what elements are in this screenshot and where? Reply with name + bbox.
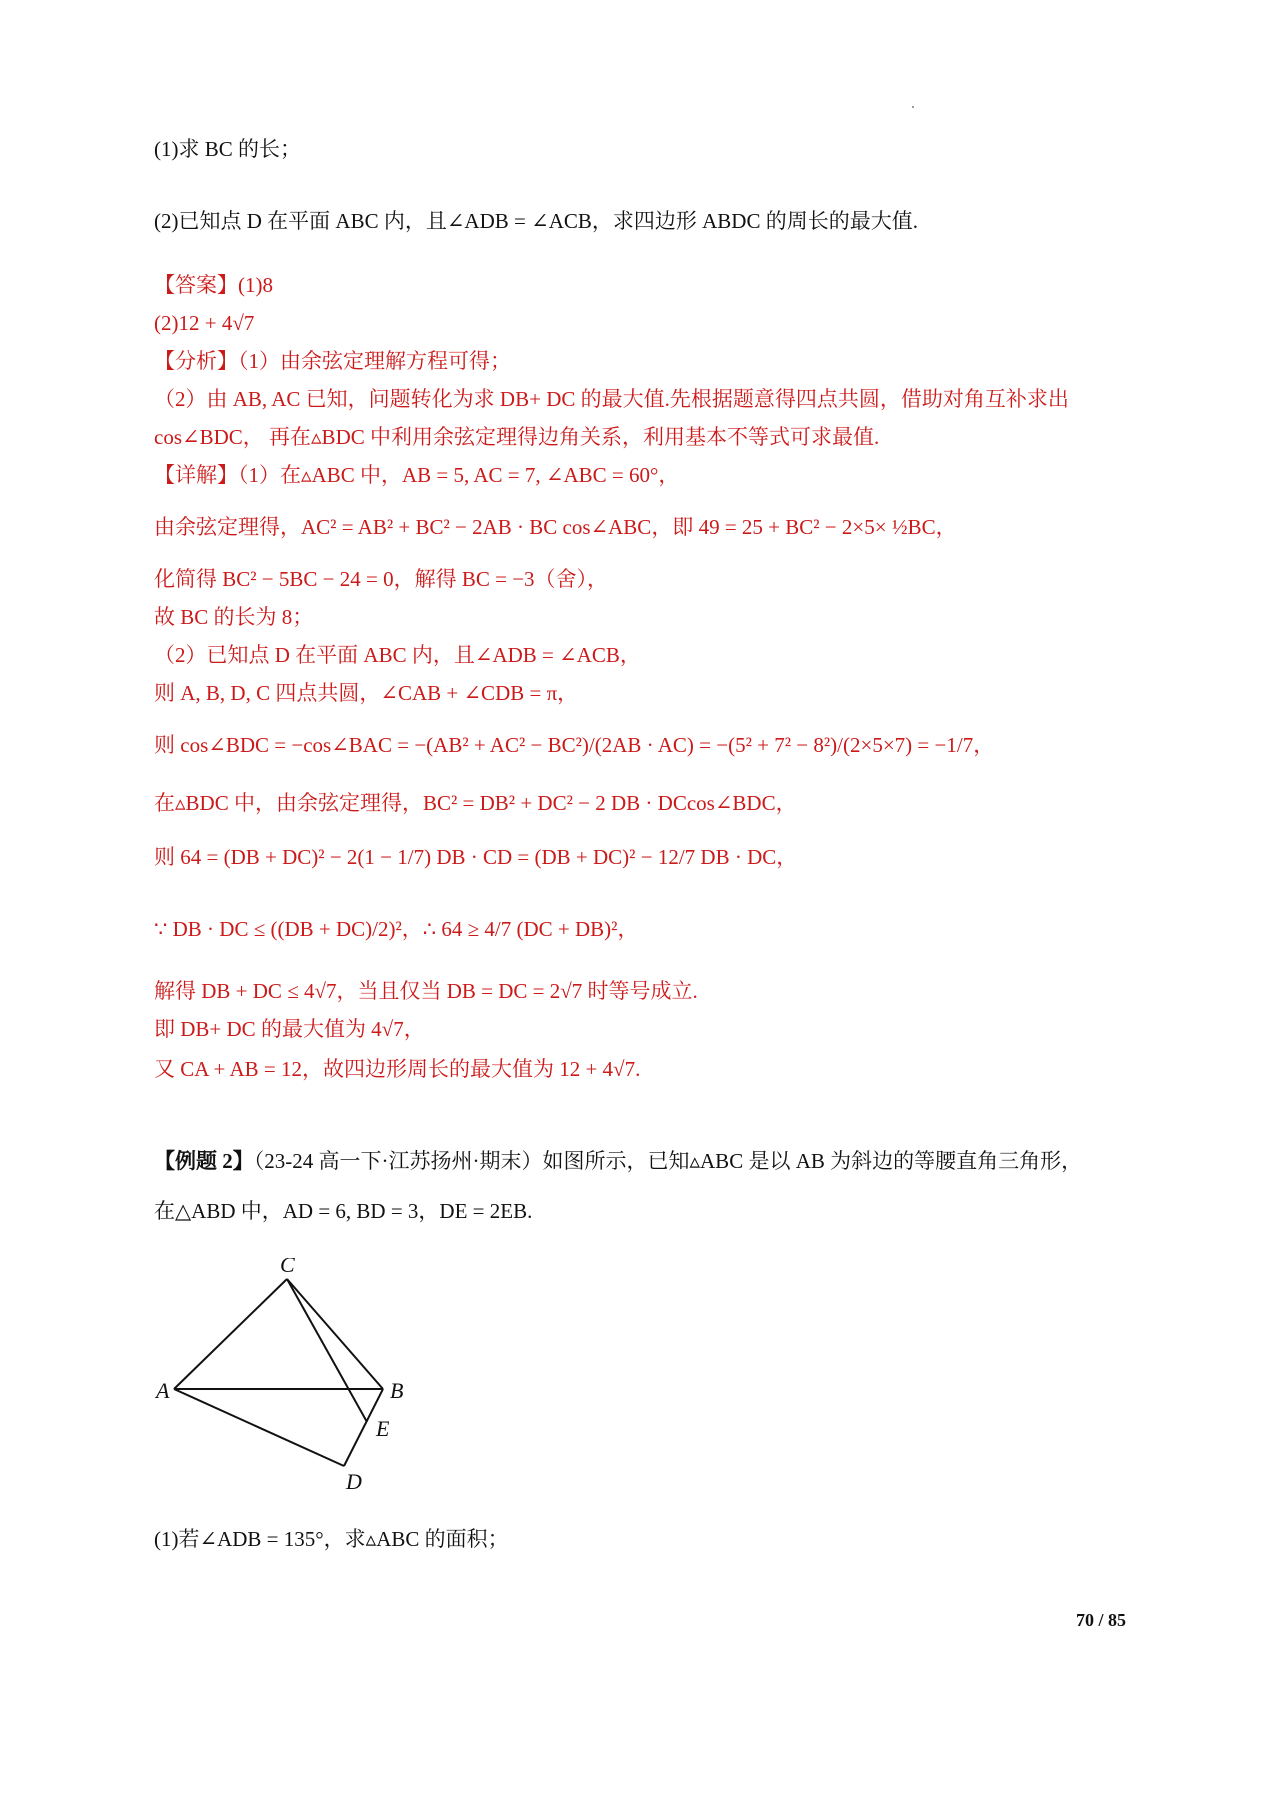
solution-line-12: 即 DB+ DC 的最大值为 4√7， (154, 1017, 425, 1041)
solution-line-11: 解得 DB + DC ≤ 4√7，当且仅当 DB = DC = 2√7 时等号成立. (154, 979, 698, 1003)
example-2-question-1: (1)若∠ADB = 135°，求▵ABC 的面积； (154, 1527, 509, 1551)
example-2-intro: （23-24 高一下·江苏扬州·期末）如图所示，已知▵ABC 是以 AB 为斜边的等腰直角三角形， (253, 1149, 1083, 1173)
solution-line-3: 化简得 BC² − 5BC − 24 = 0，解得 BC = −3（舍）， (154, 567, 609, 591)
label-e: E (376, 1416, 390, 1441)
solution-line-5: （2）已知点 D 在平面 ABC 内，且∠ADB = ∠ACB， (154, 643, 641, 667)
analysis-line-3: cos∠BDC， 再在▵BDC 中利用余弦定理得边角关系，利用基本不等式可求最值. (154, 425, 880, 449)
answer-1-value: (1)8 (238, 273, 273, 297)
label-b: B (390, 1378, 404, 1403)
edge-ad (174, 1389, 344, 1466)
example-2-title: 【例题 2】 (154, 1149, 254, 1173)
label-c: C (280, 1258, 295, 1277)
solution-line-13: 又 CA + AB = 12，故四边形周长的最大值为 12 + 4√7. (154, 1057, 641, 1081)
answer-2-value: (2)12 + 4√7 (154, 311, 255, 335)
solution-line-9: 则 64 = (DB + DC)² − 2(1 − 1/7) DB · CD = (DB + DC)² − 12/7 DB · DC， (154, 845, 798, 869)
page-number: 70 / 85 (1076, 1610, 1127, 1630)
analysis-line-2: （2）由 AB, AC 已知，问题转化为求 DB+ DC 的最大值.先根据题意得四点共圆，借助对角互补求出 (154, 387, 1069, 411)
edge-ce (287, 1279, 367, 1422)
example-2-line-2: 在△ABD 中，AD = 6, BD = 3，DE = 2EB. (154, 1199, 533, 1223)
answer-label: 【答案】 (154, 273, 238, 297)
analysis-line-1: 【分析】（1）由余弦定理解方程可得； (154, 349, 511, 373)
question-2: (2)已知点 D 在平面 ABC 内，且∠ADB = ∠ACB，求四边形 ABDC 的周长的最大值. (154, 209, 918, 233)
question-1: (1)求 BC 的长； (154, 137, 301, 161)
solution-line-10: ∵ DB · DC ≤ ((DB + DC)/2)²，∴ 64 ≥ 4/7 (DC + DB)²， (154, 917, 639, 941)
solution-line-4: 故 BC 的长为 8； (154, 605, 314, 629)
solution-line-7: 则 cos∠BDC = −cos∠BAC = −(AB² + AC² − BC²)/(2AB · AC) = −(5² + 7² − 8²)/(2×5×7) = −1/7， (154, 733, 995, 757)
scan-dot (912, 106, 914, 108)
solution-line-1: 【详解】（1）在▵ABC 中，AB = 5, AC = 7, ∠ABC = 60°， (154, 463, 680, 487)
edge-ac (174, 1279, 287, 1389)
label-a: A (156, 1378, 170, 1403)
triangle-figure (150, 1258, 450, 1498)
edge-cb (287, 1279, 383, 1389)
label-d: D (346, 1469, 362, 1494)
solution-line-6: 则 A, B, D, C 四点共圆，∠CAB + ∠CDB = π， (154, 681, 579, 705)
answer-1-line (154, 270, 273, 300)
example-2-intro-line (154, 1146, 1082, 1176)
solution-line-2: 由余弦定理得，AC² = AB² + BC² − 2AB · BC cos∠ABC，即 49 = 25 + BC² − 2×5× ½BC， (154, 515, 957, 539)
solution-line-8: 在▵BDC 中，由余弦定理得，BC² = DB² + DC² − 2 DB · DCcos∠BDC， (154, 791, 797, 815)
